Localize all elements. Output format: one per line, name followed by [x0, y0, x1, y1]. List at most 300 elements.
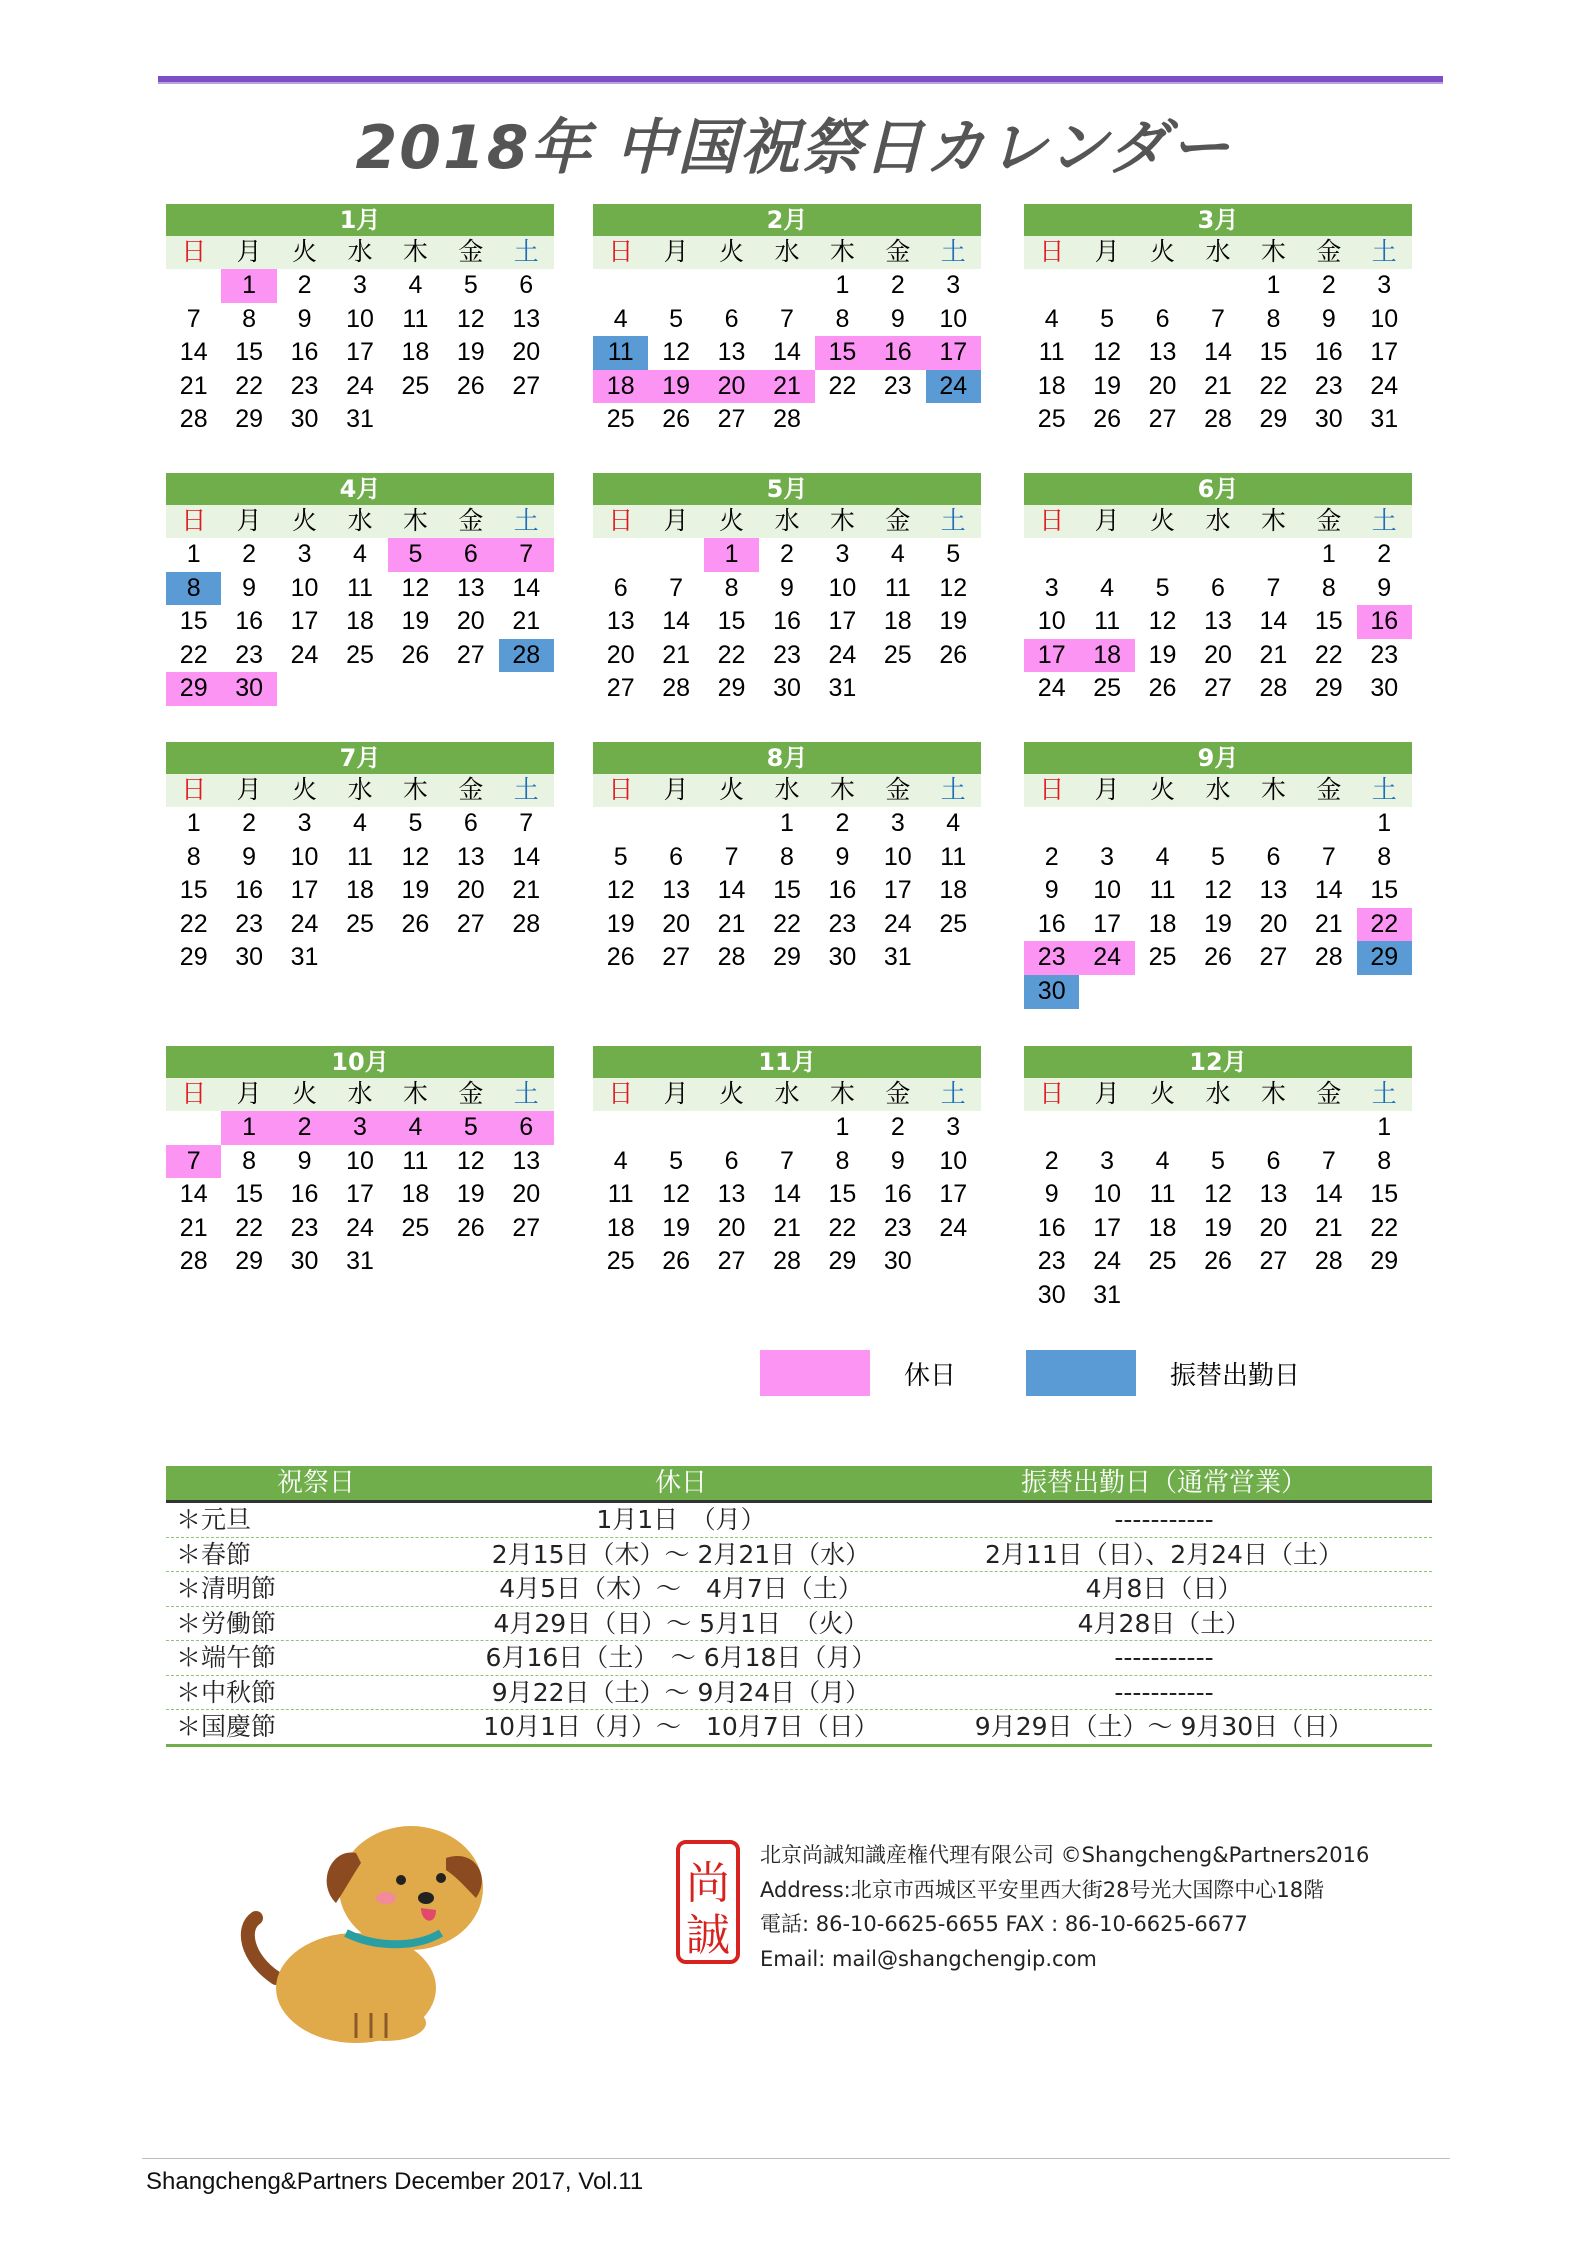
- day-cell: 8: [186, 842, 201, 871]
- week-row: [1024, 941, 1412, 975]
- day-cell: 22: [235, 371, 264, 400]
- week-row: [166, 1245, 554, 1279]
- weekday-label: 金: [1316, 507, 1342, 535]
- weekday-label: 金: [1316, 238, 1342, 266]
- empty-day-cell: [1079, 975, 1134, 1009]
- holiday-name: ＊清明節: [176, 1574, 277, 1603]
- day-cell: 17: [926, 336, 981, 370]
- holiday-table-row: [166, 1538, 1432, 1573]
- day-cell: 19: [1148, 640, 1177, 669]
- day-cell: 25: [401, 1213, 430, 1242]
- day-cell: 10: [290, 842, 319, 871]
- day-cell: 5: [669, 1146, 684, 1175]
- day-cell: 22: [828, 371, 857, 400]
- empty-day-cell: [704, 1111, 759, 1145]
- day-cell: 25: [1093, 674, 1122, 703]
- day-cell: 24: [926, 370, 981, 404]
- day-cell: 1: [221, 269, 276, 303]
- day-cell: 3: [1100, 842, 1115, 871]
- day-cell: 7: [780, 304, 794, 333]
- holiday-workdays: 4月28日（土）: [1077, 1608, 1251, 1638]
- day-cell: 3: [835, 540, 850, 568]
- day-cell: 21: [773, 1213, 801, 1242]
- day-cell: 6: [443, 538, 498, 572]
- day-cell: 30: [290, 405, 319, 434]
- empty-day-cell: [1024, 807, 1079, 841]
- holiday-name: ＊中秋節: [176, 1677, 277, 1707]
- day-cell: 1: [780, 809, 794, 837]
- day-cell: 2: [835, 809, 850, 837]
- day-cell: 10: [883, 842, 912, 871]
- day-cell: 21: [179, 371, 208, 400]
- empty-day-cell: [1079, 807, 1134, 841]
- day-cell: 8: [780, 842, 794, 871]
- weekday-header-row: [1024, 1078, 1412, 1111]
- day-cell: 26: [939, 640, 968, 669]
- day-cell: 20: [512, 338, 541, 367]
- week-row: [593, 1212, 981, 1246]
- week-row: [166, 908, 554, 942]
- weekday-label: 火: [292, 238, 318, 266]
- day-cell: 25: [346, 909, 374, 938]
- day-cell: 23: [235, 909, 264, 938]
- month-header: 11月: [593, 1046, 981, 1078]
- day-cell: 8: [1377, 1146, 1392, 1175]
- weekday-label: 月: [1094, 507, 1120, 535]
- day-cell: 12: [606, 876, 635, 905]
- day-cell: 6: [1266, 842, 1281, 871]
- day-cell: 4: [1100, 573, 1115, 602]
- week-row: [593, 269, 981, 303]
- day-cell: 21: [1259, 640, 1288, 669]
- week-row: [166, 841, 554, 875]
- day-cell: 27: [1259, 1247, 1288, 1276]
- day-cell: 1: [1377, 1113, 1392, 1141]
- empty-day-cell: [815, 403, 870, 437]
- day-cell: 12: [1204, 876, 1232, 905]
- weekday-label: 火: [292, 1080, 318, 1108]
- day-cell: 17: [1093, 1213, 1122, 1242]
- day-cell: 17: [1093, 909, 1122, 938]
- day-cell: 1: [186, 540, 201, 568]
- day-cell: 1: [835, 271, 850, 299]
- day-cell: 21: [1314, 1213, 1343, 1242]
- day-cell: 29: [179, 943, 208, 972]
- day-cell: 11: [402, 1146, 429, 1175]
- day-cell: 9: [297, 1146, 312, 1175]
- day-cell: 11: [347, 573, 373, 602]
- day-cell: 8: [166, 572, 221, 606]
- empty-day-cell: [1135, 1279, 1190, 1313]
- holiday-days-off: 4月5日（木）～ 4月7日（土）: [499, 1574, 863, 1603]
- day-cell: 18: [593, 370, 648, 404]
- weekday-label: 月: [236, 1080, 262, 1108]
- holiday-table-row: [166, 1641, 1432, 1676]
- day-cell: 25: [346, 640, 374, 669]
- day-cell: 23: [828, 909, 857, 938]
- month-header: 7月: [166, 742, 554, 774]
- day-cell: 25: [1148, 943, 1177, 972]
- weekday-label: 土: [1371, 238, 1397, 266]
- day-cell: 19: [662, 1213, 691, 1242]
- day-cell: 13: [717, 338, 746, 367]
- day-cell: 21: [759, 370, 814, 404]
- company-info: [760, 1838, 1369, 1976]
- weekday-label: 火: [1150, 1080, 1176, 1108]
- day-cell: 7: [1266, 573, 1281, 602]
- day-cell: 22: [1370, 1213, 1399, 1242]
- day-cell: 30: [1037, 1280, 1066, 1309]
- day-cell: 9: [780, 573, 794, 602]
- day-cell: 28: [179, 405, 208, 434]
- weekday-header-row: [1024, 774, 1412, 807]
- week-row: [593, 336, 981, 370]
- empty-day-cell: [1024, 538, 1079, 572]
- day-cell: 13: [1259, 876, 1288, 905]
- weekday-label: 金: [458, 507, 484, 535]
- empty-day-cell: [926, 1245, 981, 1279]
- empty-day-cell: [1190, 1111, 1245, 1145]
- day-cell: 12: [401, 573, 430, 602]
- header-days-off: 休日: [654, 1468, 707, 1498]
- weekday-label: 水: [1205, 1080, 1231, 1108]
- day-cell: 4: [613, 304, 628, 333]
- month-header: 3月: [1024, 204, 1412, 236]
- day-cell: 6: [724, 304, 739, 333]
- company-email[interactable]: Email: mail@shangchengip.com: [760, 1946, 1097, 1971]
- day-cell: 13: [456, 842, 485, 871]
- day-cell: 1: [221, 1111, 276, 1145]
- weekday-label: 日: [181, 238, 207, 266]
- weekday-header-row: [593, 774, 981, 807]
- weekday-label: 月: [236, 507, 262, 535]
- weekday-label: 火: [292, 507, 318, 535]
- day-cell: 14: [512, 573, 541, 602]
- month-calendar: [1024, 1046, 1412, 1313]
- weekday-header-row: [1024, 505, 1412, 538]
- day-cell: 5: [669, 304, 684, 333]
- day-cell: 3: [297, 809, 312, 837]
- day-cell: 10: [290, 573, 319, 602]
- weekday-label: 木: [829, 776, 855, 804]
- day-cell: 23: [290, 371, 319, 400]
- day-cell: 9: [242, 573, 257, 602]
- day-cell: 12: [1093, 338, 1122, 367]
- weekday-label: 月: [663, 1080, 689, 1108]
- month-calendar: [166, 473, 554, 706]
- weekday-header-row: [593, 1078, 981, 1111]
- dog-illustration: [236, 1808, 516, 2044]
- week-row: [1024, 1145, 1412, 1179]
- day-cell: 5: [463, 271, 478, 299]
- day-cell: 19: [401, 876, 430, 905]
- weekday-label: 火: [1150, 238, 1176, 266]
- day-cell: 23: [773, 640, 801, 669]
- day-cell: 11: [1094, 607, 1121, 636]
- day-cell: 2: [1377, 540, 1392, 568]
- day-cell: 2: [780, 540, 794, 568]
- empty-day-cell: [1246, 1279, 1301, 1313]
- day-cell: 26: [456, 1213, 485, 1242]
- weekday-label: 火: [719, 238, 745, 266]
- day-cell: 15: [773, 876, 801, 905]
- day-cell: 15: [717, 607, 746, 636]
- day-cell: 4: [613, 1146, 628, 1175]
- day-cell: 23: [883, 1213, 912, 1242]
- day-cell: 4: [890, 540, 905, 568]
- day-cell: 22: [773, 909, 801, 938]
- day-cell: 26: [1093, 405, 1122, 434]
- empty-day-cell: [1135, 538, 1190, 572]
- week-row: [166, 941, 554, 975]
- week-row: [593, 1145, 981, 1179]
- day-cell: 19: [456, 338, 485, 367]
- empty-day-cell: [1079, 1111, 1134, 1145]
- weekday-label: 水: [347, 238, 373, 266]
- weekday-header-row: [593, 505, 981, 538]
- holiday-name: ＊労働節: [176, 1608, 277, 1638]
- day-cell: 24: [290, 909, 319, 938]
- holiday-table-row: [166, 1500, 1432, 1538]
- weekday-label: 水: [774, 776, 800, 804]
- empty-day-cell: [704, 269, 759, 303]
- week-row: [166, 1111, 554, 1145]
- day-cell: 30: [1314, 405, 1343, 434]
- week-row: [593, 303, 981, 337]
- day-cell: 21: [662, 640, 691, 669]
- day-cell: 28: [179, 1247, 208, 1276]
- day-cell: 17: [1370, 338, 1399, 367]
- day-cell: 7: [724, 842, 739, 871]
- day-cell: 24: [1093, 1247, 1122, 1276]
- month-calendar: [1024, 204, 1412, 437]
- empty-day-cell: [388, 941, 443, 975]
- day-cell: 8: [724, 573, 739, 602]
- day-cell: 25: [606, 405, 635, 434]
- day-cell: 28: [773, 405, 801, 434]
- empty-day-cell: [1135, 269, 1190, 303]
- day-cell: 12: [401, 842, 430, 871]
- company-address: Address:北京市西城区平安里西大街28号光大国際中心18階: [760, 1877, 1325, 1902]
- weekday-label: 月: [663, 776, 689, 804]
- day-cell: 19: [1093, 371, 1122, 400]
- day-cell: 28: [662, 674, 691, 703]
- week-row: [593, 1178, 981, 1212]
- weekday-label: 木: [829, 507, 855, 535]
- empty-day-cell: [332, 941, 387, 975]
- day-cell: 19: [1204, 909, 1232, 938]
- day-cell: 10: [1037, 607, 1066, 636]
- day-cell: 31: [1370, 405, 1399, 434]
- day-cell: 9: [1321, 304, 1336, 333]
- empty-day-cell: [1024, 269, 1079, 303]
- day-cell: 8: [1377, 842, 1392, 871]
- day-cell: 13: [512, 304, 541, 333]
- empty-day-cell: [166, 269, 221, 303]
- week-row: [1024, 1245, 1412, 1279]
- empty-day-cell: [1190, 1279, 1245, 1313]
- week-row: [1024, 303, 1412, 337]
- day-cell: 20: [456, 876, 485, 905]
- day-cell: 11: [940, 842, 967, 871]
- day-cell: 21: [512, 876, 541, 905]
- empty-day-cell: [1301, 1111, 1356, 1145]
- day-cell: 11: [1038, 338, 1065, 367]
- week-row: [593, 572, 981, 606]
- empty-day-cell: [759, 269, 814, 303]
- week-row: [1024, 370, 1412, 404]
- week-row: [166, 605, 554, 639]
- week-row: [1024, 269, 1412, 303]
- month-header: 2月: [593, 204, 981, 236]
- day-cell: 28: [717, 943, 746, 972]
- week-row: [1024, 1178, 1412, 1212]
- day-cell: 30: [828, 943, 857, 972]
- empty-day-cell: [1190, 538, 1245, 572]
- empty-day-cell: [443, 672, 498, 706]
- day-cell: 1: [835, 1113, 850, 1141]
- empty-day-cell: [593, 538, 648, 572]
- day-cell: 10: [939, 1146, 968, 1175]
- holiday-workdays: 4月8日（日）: [1085, 1574, 1243, 1603]
- weekday-label: 火: [1150, 776, 1176, 804]
- day-cell: 15: [179, 607, 208, 636]
- day-cell: 9: [242, 842, 257, 871]
- holiday-name: ＊元旦: [176, 1505, 252, 1534]
- day-cell: 26: [401, 640, 430, 669]
- day-cell: 27: [1259, 943, 1288, 972]
- day-cell: 11: [593, 336, 648, 370]
- day-cell: 29: [235, 1247, 264, 1276]
- weekday-label: 土: [940, 238, 966, 266]
- day-cell: 21: [1314, 909, 1343, 938]
- day-cell: 5: [946, 540, 961, 568]
- weekday-label: 水: [1205, 507, 1231, 535]
- day-cell: 19: [939, 607, 968, 636]
- seal-char-2: 誠: [686, 1910, 730, 1961]
- header-workdays: 振替出勤日（通常営業）: [1020, 1468, 1307, 1498]
- day-cell: 6: [724, 1146, 739, 1175]
- empty-day-cell: [1079, 269, 1134, 303]
- week-row: [166, 639, 554, 673]
- day-cell: 2: [277, 1111, 332, 1145]
- weekday-label: 日: [181, 507, 207, 535]
- holiday-table-header: [166, 1466, 1432, 1500]
- month-calendar: [1024, 473, 1412, 706]
- day-cell: 22: [1357, 908, 1412, 942]
- week-row: [593, 1245, 981, 1279]
- day-cell: 31: [828, 674, 857, 703]
- day-cell: 22: [1259, 371, 1288, 400]
- day-cell: 16: [1037, 909, 1066, 938]
- day-cell: 10: [939, 304, 968, 333]
- day-cell: 11: [347, 842, 373, 871]
- week-row: [1024, 1111, 1412, 1145]
- empty-day-cell: [1301, 975, 1356, 1009]
- day-cell: 8: [835, 304, 850, 333]
- day-cell: 29: [1370, 1247, 1399, 1276]
- day-cell: 6: [613, 573, 628, 602]
- weekday-label: 日: [608, 776, 634, 804]
- day-cell: 14: [179, 1180, 208, 1209]
- day-cell: 3: [297, 540, 312, 568]
- day-cell: 14: [179, 338, 208, 367]
- day-cell: 24: [346, 371, 374, 400]
- month-calendar: [166, 204, 554, 437]
- weekday-label: 水: [347, 1080, 373, 1108]
- day-cell: 21: [1204, 371, 1232, 400]
- day-cell: 17: [883, 876, 912, 905]
- weekday-label: 水: [1205, 238, 1231, 266]
- week-row: [593, 841, 981, 875]
- week-row: [1024, 1212, 1412, 1246]
- day-cell: 7: [1321, 1146, 1336, 1175]
- day-cell: 12: [456, 1146, 485, 1175]
- day-cell: 5: [443, 1111, 498, 1145]
- day-cell: 10: [1093, 876, 1122, 905]
- week-row: [593, 403, 981, 437]
- empty-day-cell: [593, 807, 648, 841]
- day-cell: 15: [235, 338, 264, 367]
- weekday-label: 日: [608, 238, 634, 266]
- weekday-header-row: [166, 1078, 554, 1111]
- empty-day-cell: [388, 1245, 443, 1279]
- day-cell: 30: [1024, 975, 1079, 1009]
- weekday-label: 金: [458, 238, 484, 266]
- day-cell: 9: [890, 304, 905, 333]
- weekday-label: 日: [181, 776, 207, 804]
- weekday-label: 木: [1260, 507, 1286, 535]
- weekday-label: 金: [885, 238, 911, 266]
- day-cell: 29: [235, 405, 264, 434]
- empty-day-cell: [1135, 1111, 1190, 1145]
- empty-day-cell: [648, 807, 703, 841]
- page-title: 2018年 中国祝祭日カレンダー: [355, 113, 1232, 183]
- day-cell: 30: [773, 674, 801, 703]
- week-row: [593, 941, 981, 975]
- day-cell: 6: [499, 1111, 554, 1145]
- holiday-days-off: 1月1日 （月）: [596, 1505, 766, 1534]
- day-cell: 27: [1204, 674, 1232, 703]
- company-seal: [676, 1840, 740, 1964]
- day-cell: 14: [717, 876, 746, 905]
- week-row: [166, 874, 554, 908]
- weekday-label: 水: [774, 507, 800, 535]
- day-cell: 29: [717, 674, 746, 703]
- day-cell: 22: [828, 1213, 857, 1242]
- day-cell: 5: [408, 809, 423, 837]
- weekday-label: 土: [513, 1080, 539, 1108]
- week-row: [166, 807, 554, 841]
- day-cell: 14: [512, 842, 541, 871]
- day-cell: 15: [1259, 338, 1288, 367]
- week-row: [1024, 807, 1412, 841]
- weekday-label: 火: [719, 507, 745, 535]
- week-row: [593, 807, 981, 841]
- week-row: [166, 538, 554, 572]
- week-row: [166, 269, 554, 303]
- empty-day-cell: [870, 672, 925, 706]
- weekday-label: 木: [1260, 238, 1286, 266]
- day-cell: 14: [1314, 1180, 1343, 1209]
- month-header: 1月: [166, 204, 554, 236]
- day-cell: 4: [1044, 304, 1059, 333]
- holiday-swatch: [760, 1350, 870, 1396]
- day-cell: 24: [883, 909, 912, 938]
- day-cell: 1: [1321, 540, 1336, 568]
- day-cell: 23: [1024, 941, 1079, 975]
- day-cell: 21: [512, 607, 541, 636]
